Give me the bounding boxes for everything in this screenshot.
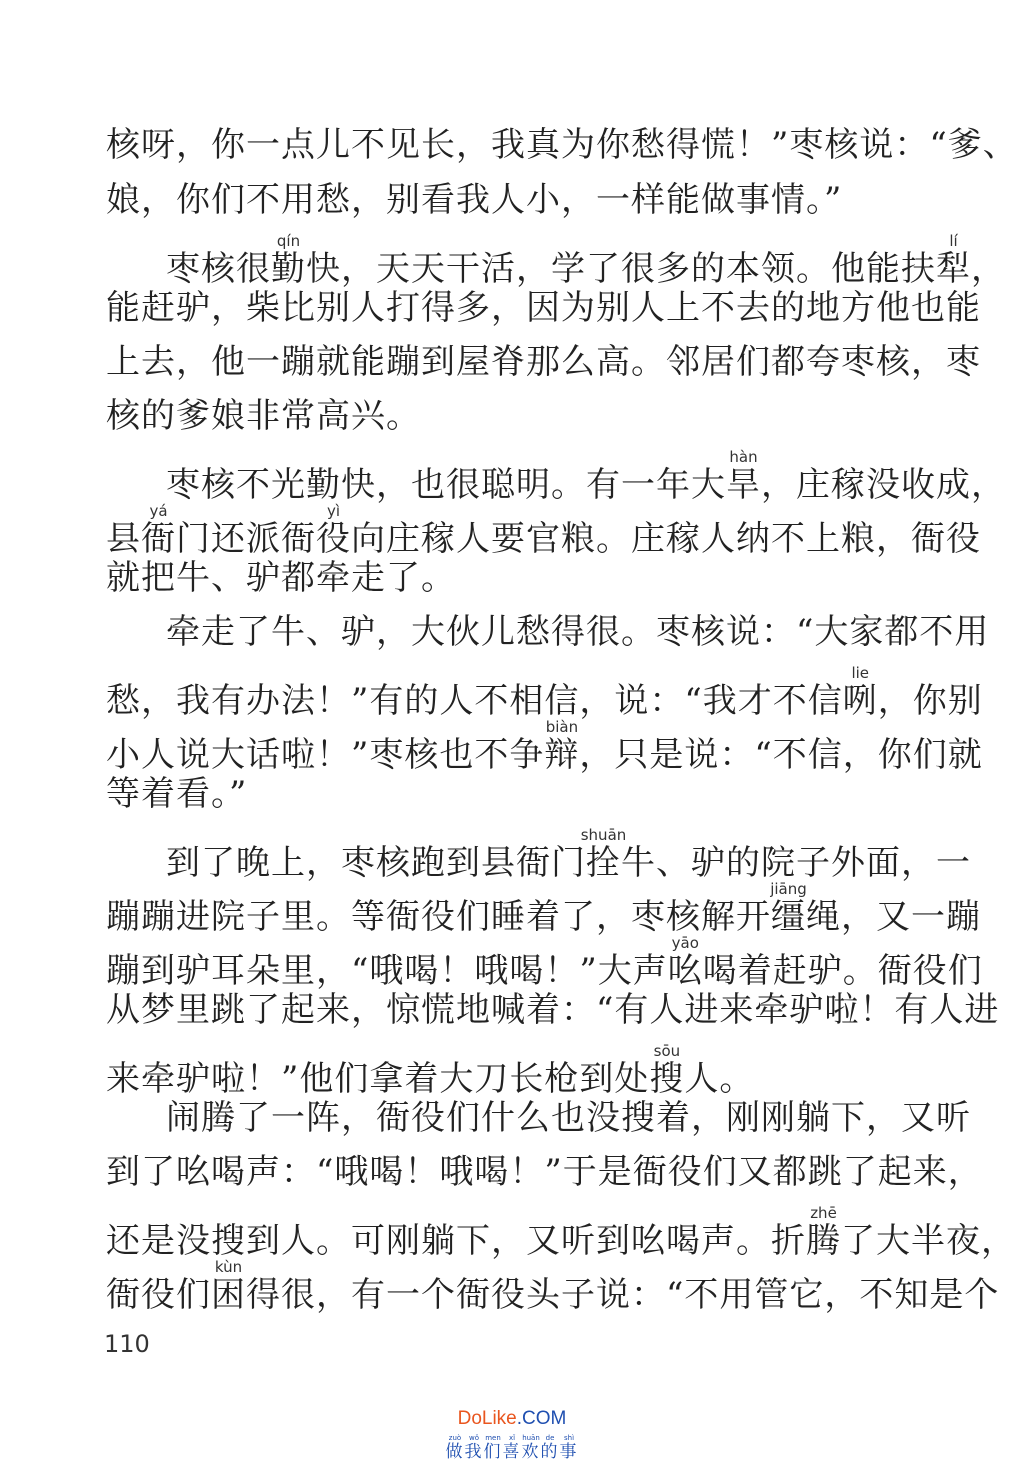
text-line: 到了晚上，枣核跑到县衙门拴shuān牛、驴的院子外面，一 [166, 826, 971, 883]
pinyin-annotation: 缰jiāng [770, 880, 807, 937]
pinyin-annotation: 腾zhē [806, 1204, 841, 1261]
text-line: 枣核不光勤快，也很聪明。有一年大旱hàn，庄稼没收成， [166, 448, 1006, 505]
watermark-brand [0, 1408, 1024, 1430]
text-line: 蹦蹦进院子里。等衙役们睡着了，枣核解开缰jiāng绳，又一蹦 [106, 880, 981, 937]
pinyin-annotation: 的de [540, 1434, 560, 1462]
text-line: 从梦里跳了起来，惊慌地喊着：“有人进来牵驴啦！有人进 [106, 990, 1000, 1030]
pinyin-annotation: 欢huān [521, 1434, 541, 1462]
pinyin-annotation: 我wǒ [464, 1434, 484, 1462]
pinyin-annotation: 咧lie [842, 664, 878, 721]
watermark-brand-do: DoLike [457, 1408, 517, 1429]
text-line: 还是没搜到人。可刚躺下，又听到吆喝声。折腾zhē了大半夜， [106, 1204, 1016, 1261]
text-line: 核的爹娘非常高兴。 [106, 396, 421, 436]
pinyin-annotation: 吆yāo [667, 934, 703, 991]
pinyin-annotation: 困kùn [211, 1258, 246, 1315]
pinyin-annotation: 拴shuān [580, 826, 627, 883]
pinyin-annotation: 搜sōu [649, 1042, 685, 1099]
text-line: 核呀，你一点儿不见长，我真为你愁得慌！”枣核说：“爹、 [106, 125, 1018, 165]
text-line: 娘，你们不用愁，别看我人小，一样能做事情。” [106, 180, 843, 220]
pinyin-annotation: 衙yá [141, 502, 176, 559]
text-line: 衙役们困kùn得很，有一个衙役头子说：“不用管它，不知是个 [106, 1258, 1000, 1315]
text-line: 枣核很勤qín快，天天干活，学了很多的本领。他能扶犁lí， [166, 232, 1006, 289]
pinyin-annotation: 做zuò [445, 1434, 465, 1462]
pinyin-annotation: 旱hàn [726, 448, 761, 505]
site-watermark [0, 1408, 1024, 1462]
text-line: 就把牛、驴都牵走了。 [106, 558, 456, 598]
text-line: 等着看。” [106, 774, 248, 814]
text-line: 来牵驴啦！”他们拿着大刀长枪到处搜sōu人。 [106, 1042, 755, 1099]
pinyin-annotation: 辩biàn [544, 718, 580, 775]
pinyin-annotation: 事shì [559, 1434, 579, 1462]
text-line: 县衙yá门还派衙役yì向庄稼人要官粮。庄稼人纳不上粮，衙役 [106, 502, 981, 559]
pinyin-annotation: 勤qín [271, 232, 306, 289]
pinyin-annotation: 犁lí [936, 232, 971, 289]
text-line: 愁，我有办法！”有的人不相信，说：“我才不信咧lie，你别 [106, 664, 983, 721]
watermark-brand-com: .COM [516, 1408, 567, 1429]
page-number: 110 [104, 1330, 150, 1358]
text-line: 蹦到驴耳朵里，“哦喝！哦喝！”大声吆yāo喝着赶驴。衙役们 [106, 934, 983, 991]
text-line: 小人说大话啦！”枣核也不争辩biàn，只是说：“不信，你们就 [106, 718, 983, 775]
text-line: 上去，他一蹦就能蹦到屋脊那么高。邻居们都夸枣核，枣 [106, 342, 981, 382]
text-line: 闹腾了一阵，衙役们什么也没搜着，刚刚躺下，又听 [166, 1098, 971, 1138]
pinyin-annotation: 喜xǐ [502, 1434, 522, 1462]
text-line: 能赶驴，柴比别人打得多，因为别人上不去的地方他也能 [106, 288, 981, 328]
pinyin-annotation: 役yì [316, 502, 351, 559]
text-line: 牵走了牛、驴，大伙儿愁得很。枣核说：“大家都不用 [166, 612, 990, 652]
text-line: 到了吆喝声：“哦喝！哦喝！”于是衙役们又都跳了起来， [106, 1152, 983, 1192]
pinyin-annotation: 们men [483, 1434, 503, 1462]
